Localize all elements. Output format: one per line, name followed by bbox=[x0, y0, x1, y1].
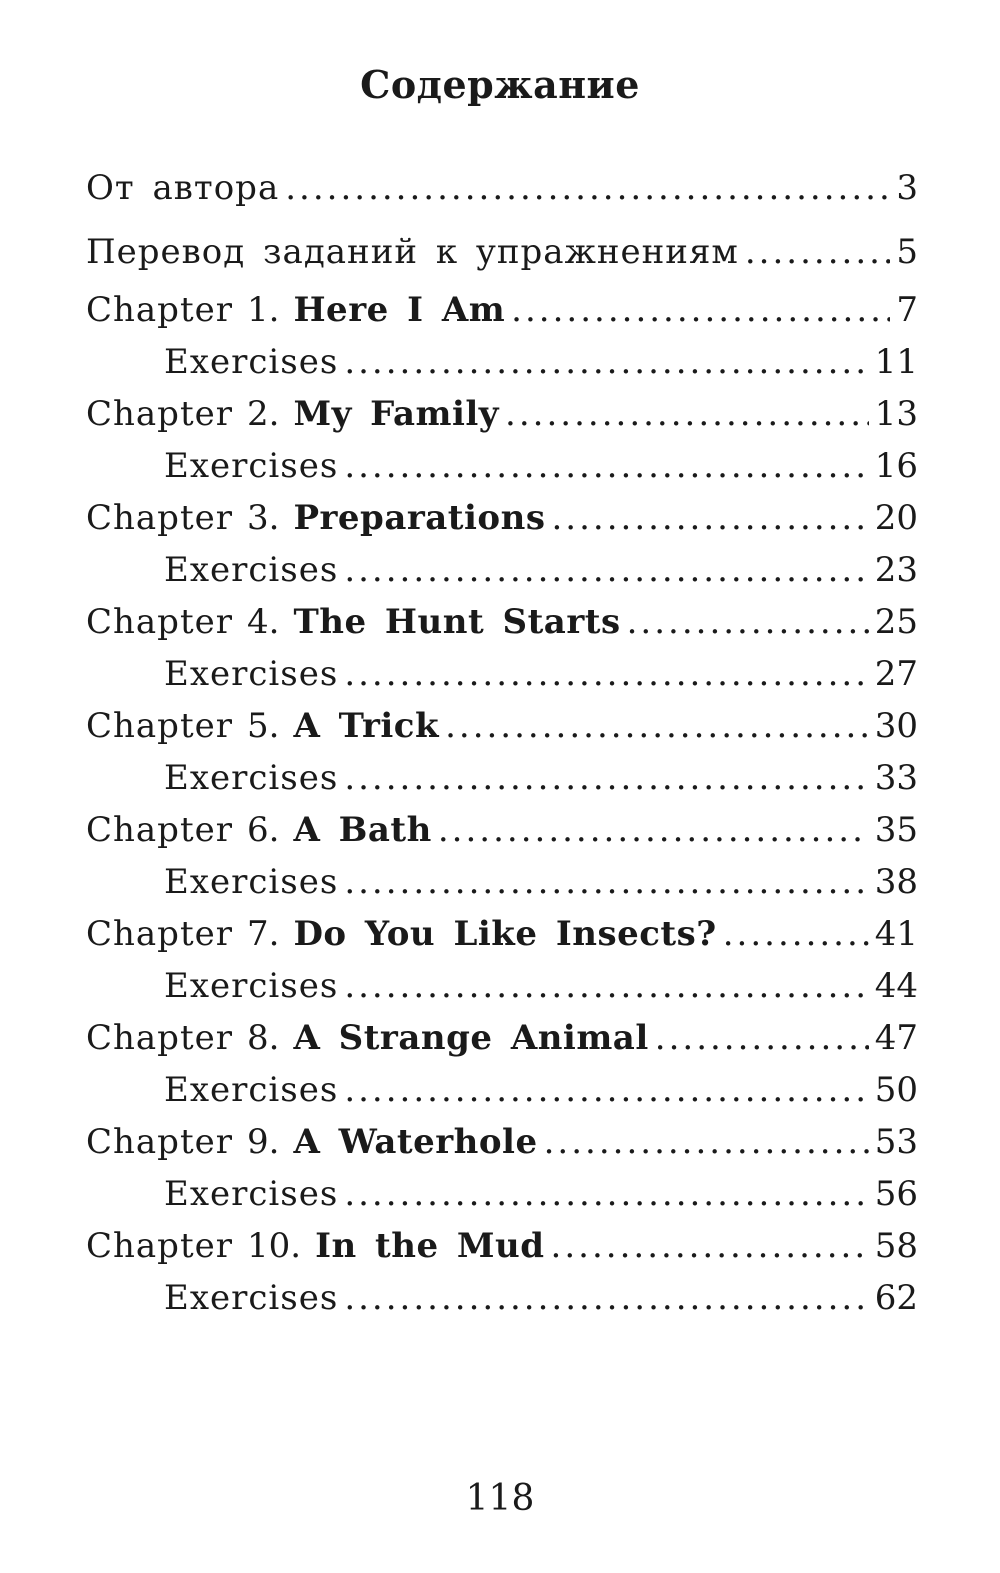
toc-page-number: 53 bbox=[874, 1122, 918, 1162]
dot-leader bbox=[344, 862, 868, 902]
dot-leader bbox=[723, 914, 869, 954]
dot-leader bbox=[344, 446, 868, 486]
chapter-title: A Waterhole bbox=[293, 1122, 538, 1162]
toc-chapter-entry bbox=[86, 706, 918, 746]
dot-leader bbox=[344, 1070, 868, 1110]
toc-chapter-entry bbox=[86, 290, 918, 330]
toc-page-number: 35 bbox=[874, 810, 918, 850]
toc-page-number: 16 bbox=[874, 446, 918, 486]
dot-leader bbox=[344, 758, 868, 798]
dot-leader bbox=[344, 1278, 868, 1318]
toc-page-number: 58 bbox=[874, 1226, 918, 1266]
toc-page-number: 27 bbox=[874, 654, 918, 694]
chapter-list bbox=[86, 290, 918, 1318]
toc-page-number: 11 bbox=[874, 342, 918, 382]
toc-chapter-entry bbox=[86, 810, 918, 850]
toc-page-number: 50 bbox=[874, 1070, 918, 1110]
chapter-number: 6. bbox=[246, 810, 280, 850]
chapter-title: The Hunt Starts bbox=[293, 602, 621, 642]
toc-chapter-entry bbox=[86, 1018, 918, 1058]
chapter-number: 1. bbox=[246, 290, 280, 330]
toc-page-number: 56 bbox=[874, 1174, 918, 1214]
chapter-word: Chapter bbox=[86, 1226, 233, 1266]
exercises-label: Exercises bbox=[164, 446, 339, 486]
toc-chapter-entry bbox=[86, 1122, 918, 1162]
exercises-label: Exercises bbox=[164, 1278, 339, 1318]
toc-page-number: 25 bbox=[874, 602, 918, 642]
dot-leader bbox=[445, 706, 869, 746]
toc-page-number: 7 bbox=[896, 290, 918, 330]
toc-page-number: 20 bbox=[874, 498, 918, 538]
chapter-title: A Bath bbox=[293, 810, 432, 850]
dot-leader bbox=[745, 232, 891, 272]
exercises-label: Exercises bbox=[164, 1174, 339, 1214]
chapter-word: Chapter bbox=[86, 914, 233, 954]
dot-leader bbox=[344, 654, 868, 694]
chapter-word: Chapter bbox=[86, 498, 233, 538]
toc-page-number: 44 bbox=[874, 966, 918, 1006]
dot-leader bbox=[438, 810, 869, 850]
exercises-label: Exercises bbox=[164, 758, 339, 798]
toc-exercises-entry bbox=[86, 654, 918, 694]
dot-leader bbox=[655, 1018, 869, 1058]
chapter-word: Chapter bbox=[86, 706, 233, 746]
toc-exercises-entry bbox=[86, 1278, 918, 1318]
chapter-title: My Family bbox=[293, 394, 500, 434]
toc-exercises-entry bbox=[86, 1070, 918, 1110]
chapter-word: Chapter bbox=[86, 394, 233, 434]
dot-leader bbox=[344, 550, 868, 590]
dot-leader bbox=[344, 966, 868, 1006]
dot-leader bbox=[344, 1174, 868, 1214]
chapter-number: 9. bbox=[246, 1122, 280, 1162]
toc-page-number: 47 bbox=[874, 1018, 918, 1058]
chapter-number: 5. bbox=[246, 706, 280, 746]
exercises-label: Exercises bbox=[164, 862, 339, 902]
chapter-number: 10. bbox=[246, 1226, 302, 1266]
chapter-title: A Strange Animal bbox=[293, 1018, 649, 1058]
chapter-number: 2. bbox=[246, 394, 280, 434]
toc-page-number: 33 bbox=[874, 758, 918, 798]
chapter-word: Chapter bbox=[86, 290, 233, 330]
chapter-word: Chapter bbox=[86, 1122, 233, 1162]
dot-leader bbox=[551, 498, 868, 538]
chapter-title: A Trick bbox=[293, 706, 440, 746]
chapter-word: Chapter bbox=[86, 1018, 233, 1058]
toc-chapter-entry bbox=[86, 602, 918, 642]
toc-page-number: 23 bbox=[874, 550, 918, 590]
chapter-title: Do You Like Insects? bbox=[293, 914, 717, 954]
toc-page-number: 13 bbox=[874, 394, 918, 434]
exercises-label: Exercises bbox=[164, 550, 339, 590]
chapter-title: In the Mud bbox=[315, 1226, 545, 1266]
toc-page-number: 3 bbox=[896, 168, 918, 208]
toc-entry-author-note bbox=[86, 168, 918, 208]
dot-leader bbox=[627, 602, 869, 642]
toc-page-number: 30 bbox=[874, 706, 918, 746]
toc-exercises-entry bbox=[86, 966, 918, 1006]
toc-exercises-entry bbox=[86, 758, 918, 798]
dot-leader bbox=[544, 1122, 869, 1162]
chapter-word: Chapter bbox=[86, 810, 233, 850]
dot-leader bbox=[505, 394, 869, 434]
toc-chapter-entry bbox=[86, 1226, 918, 1266]
toc-exercises-entry bbox=[86, 550, 918, 590]
toc-exercises-entry bbox=[86, 1174, 918, 1214]
dot-leader bbox=[285, 168, 890, 208]
chapter-title: Preparations bbox=[293, 498, 546, 538]
chapter-title: Here I Am bbox=[293, 290, 506, 330]
toc-entry-task-translation bbox=[86, 232, 918, 272]
toc-page-number: 5 bbox=[896, 232, 918, 272]
exercises-label: Exercises bbox=[164, 342, 339, 382]
page-number: 118 bbox=[465, 1478, 535, 1519]
chapter-word: Chapter bbox=[86, 602, 233, 642]
toc-page-number: 62 bbox=[874, 1278, 918, 1318]
toc-entry-text: Перевод заданий к упражнениям bbox=[86, 232, 739, 272]
toc-exercises-entry bbox=[86, 446, 918, 486]
chapter-number: 7. bbox=[246, 914, 280, 954]
dot-leader bbox=[344, 342, 868, 382]
chapter-number: 3. bbox=[246, 498, 280, 538]
toc-chapter-entry bbox=[86, 914, 918, 954]
toc-page-number: 38 bbox=[874, 862, 918, 902]
toc-exercises-entry bbox=[86, 342, 918, 382]
toc-page-number: 41 bbox=[874, 914, 918, 954]
toc-entry-text: От автора bbox=[86, 168, 280, 208]
exercises-label: Exercises bbox=[164, 1070, 339, 1110]
toc-chapter-entry bbox=[86, 498, 918, 538]
exercises-label: Exercises bbox=[164, 654, 339, 694]
toc-chapter-entry bbox=[86, 394, 918, 434]
page-title: Содержание bbox=[360, 62, 640, 107]
dot-leader bbox=[551, 1226, 869, 1266]
toc-exercises-entry bbox=[86, 862, 918, 902]
chapter-number: 4. bbox=[246, 602, 280, 642]
chapter-number: 8. bbox=[246, 1018, 280, 1058]
table-of-contents bbox=[86, 168, 918, 1320]
exercises-label: Exercises bbox=[164, 966, 339, 1006]
dot-leader bbox=[511, 290, 890, 330]
